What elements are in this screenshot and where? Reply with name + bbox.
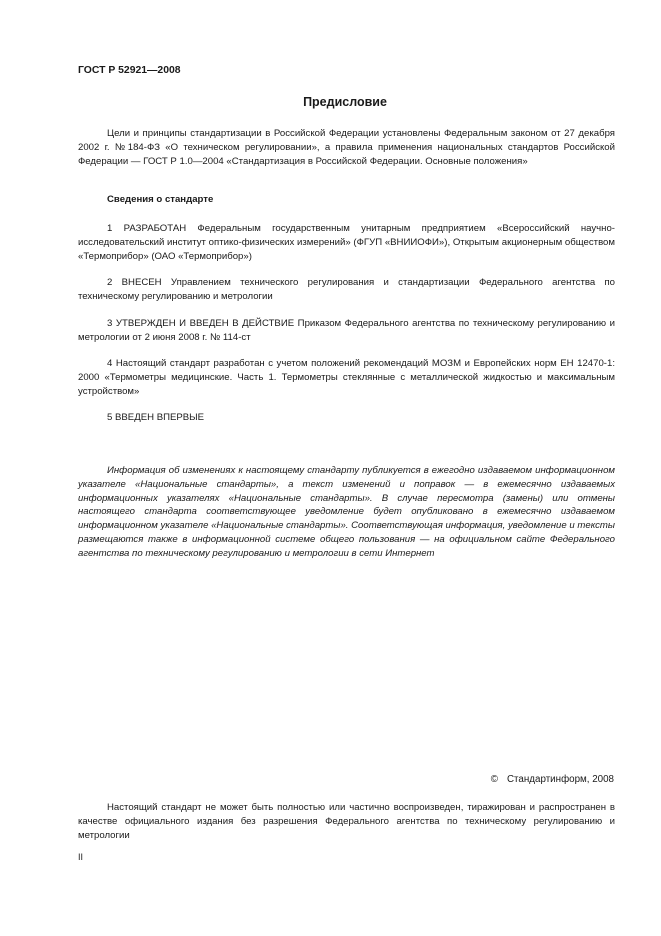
standard-item-3: 3 УТВЕРЖДЕН И ВВЕДЕН В ДЕЙСТВИЕ Приказом Федерального агентства по техническому регулированию и метрологии от 2 июня 2008 г. № 114-ст bbox=[78, 318, 615, 343]
intro-paragraph: Цели и принципы стандартизации в Российской Федерации установлены Федеральным законом от 27 декабря 2002 г. №184-ФЗ «О техническом регулировании», а правила применения национальных стандартов Российской Федерации — ГОСТ Р 1.0—2004 «Стандартизация в Российской Федерации. Основные положения» bbox=[78, 128, 615, 167]
copyright-text: Стандартинформ, 2008 bbox=[506, 774, 614, 785]
page-title: Предисловие bbox=[303, 95, 387, 109]
copyright-symbol: © bbox=[490, 774, 498, 785]
copyright bbox=[491, 773, 614, 787]
footer-note: Настоящий стандарт не может быть полностью или частично воспроизведен, тиражирован и распространен в качестве официального издания без разрешения Федерального агентства по техническому регулированию и метрологии bbox=[78, 802, 615, 841]
document-code: ГОСТ Р 52921—2008 bbox=[78, 65, 181, 76]
standard-item-5: 5 ВВЕДЕН ВПЕРВЫЕ bbox=[107, 412, 205, 423]
standard-item-2: 2 ВНЕСЕН Управлением технического регулирования и стандартизации Федерального агентства по техническому регулированию и метрологии bbox=[78, 277, 615, 302]
standard-item-4: 4 Настоящий стандарт разработан с учетом положений рекомендаций МОЗМ и Европейских норм ЕН 12470-1: 2000 «Термометры медицинские. Часть 1. Термометры стеклянные с металлической жидкостью и максимальным устройством» bbox=[78, 358, 615, 397]
page-number: II bbox=[78, 852, 84, 862]
section-subheading: Сведения о стандарте bbox=[107, 194, 214, 205]
standard-item-1: 1 РАЗРАБОТАН Федеральным государственным унитарным предприятием «Всероссийский научно-исследовательский институт оптико-физических измерений» (ФГУП «ВНИИОФИ»), Открытым акционерным обществом «Термоприбор» (ОАО «Термоприбор») bbox=[78, 223, 615, 262]
info-notice: Информация об изменениях к настоящему стандарту публикуется в ежегодно издаваемом информационном указателе «Национальные стандарты», а текст изменений и поправок — в ежемесячно издаваемых информационных указателях «Национальные стандарты». В случае пересмотра (замены) или отмены настоящего стандарта соответствующее уведомление будет опубликовано в ежемесячно издаваемом информационном указателе «Национальные стандарты». Соответствующая информация, уведомление и тексты размещаются также в информационной системе общего пользования — на официальном сайте Федерального агентства по техническому регулированию и метрологии в сети Интернет bbox=[78, 465, 615, 559]
